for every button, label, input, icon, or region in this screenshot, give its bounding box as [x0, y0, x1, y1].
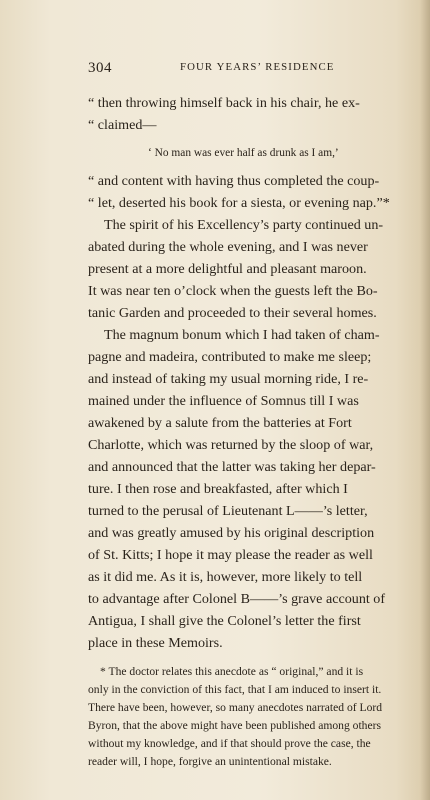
text-line: tanic Garden and proceeded to their several homes. — [88, 305, 377, 321]
footnote-line: There have been, however, so many anecdotes narrated of Lord — [88, 701, 383, 714]
text-line: and was greatly amused by his original description — [88, 525, 375, 541]
text-line: abated during the whole evening, and I was never — [88, 239, 368, 255]
text-line: “ claimed— — [88, 117, 157, 133]
footnote-line: only in the conviction of this fact, that I am induced to insert it. — [88, 683, 382, 696]
text-line: ture. I then rose and breakfasted, after which I — [88, 481, 348, 497]
paragraph-first-line: The spirit of his Excellency’s party continued un- — [104, 217, 384, 233]
text-line: mained under the influence of Somnus till I was — [88, 393, 359, 409]
text-line: “ then throwing himself back in his chair, he ex- — [88, 95, 360, 111]
text-line: Charlotte, which was returned by the sloop of war, — [88, 437, 374, 453]
text-line: place in these Memoirs. — [88, 635, 223, 651]
text-line: turned to the perusal of Lieutenant L——’s letter, — [88, 503, 368, 519]
footnote-line: * The doctor relates this anecdote as “ original,” and it is — [100, 665, 364, 678]
paragraph-first-line: The magnum bonum which I had taken of cham- — [104, 327, 380, 343]
text-line: “ let, deserted his book for a siesta, or evening nap.”* — [88, 195, 390, 211]
text-line: awakened by a salute from the batteries at Fort — [88, 415, 352, 431]
text-line: “ and content with having thus completed the coup- — [88, 173, 380, 189]
footnote — [88, 663, 430, 771]
footnote-line: reader will, I hope, forgive an unintentional mistake. — [88, 755, 332, 768]
quoted-verse: ‘ No man was ever half as drunk as I am,’ — [148, 147, 339, 159]
text-line: It was near ten o’clock when the guests left the Bo- — [88, 283, 378, 299]
text-line: of St. Kitts; I hope it may please the reader as well — [88, 547, 373, 563]
text-line: pagne and madeira, contributed to make me sleep; — [88, 349, 372, 365]
text-line: Antigua, I shall give the Colonel’s letter the first — [88, 613, 361, 629]
page-header — [88, 60, 430, 82]
footnote-line: without my knowledge, and if that should prove the case, the — [88, 737, 371, 750]
footnote-line: Byron, that the above might have been published among others — [88, 719, 381, 732]
text-line: present at a more delightful and pleasant maroon. — [88, 261, 367, 277]
text-line: as it did me. As it is, however, more likely to tell — [88, 569, 363, 585]
page-number: 304 — [88, 60, 112, 76]
text-line: and announced that the latter was taking her depar- — [88, 459, 376, 475]
text-line: and instead of taking my usual morning ride, I re- — [88, 371, 369, 387]
text-line: to advantage after Colonel B——’s grave account of — [88, 591, 386, 607]
main-text — [88, 92, 430, 654]
running-head: FOUR YEARS’ RESIDENCE — [180, 61, 335, 73]
